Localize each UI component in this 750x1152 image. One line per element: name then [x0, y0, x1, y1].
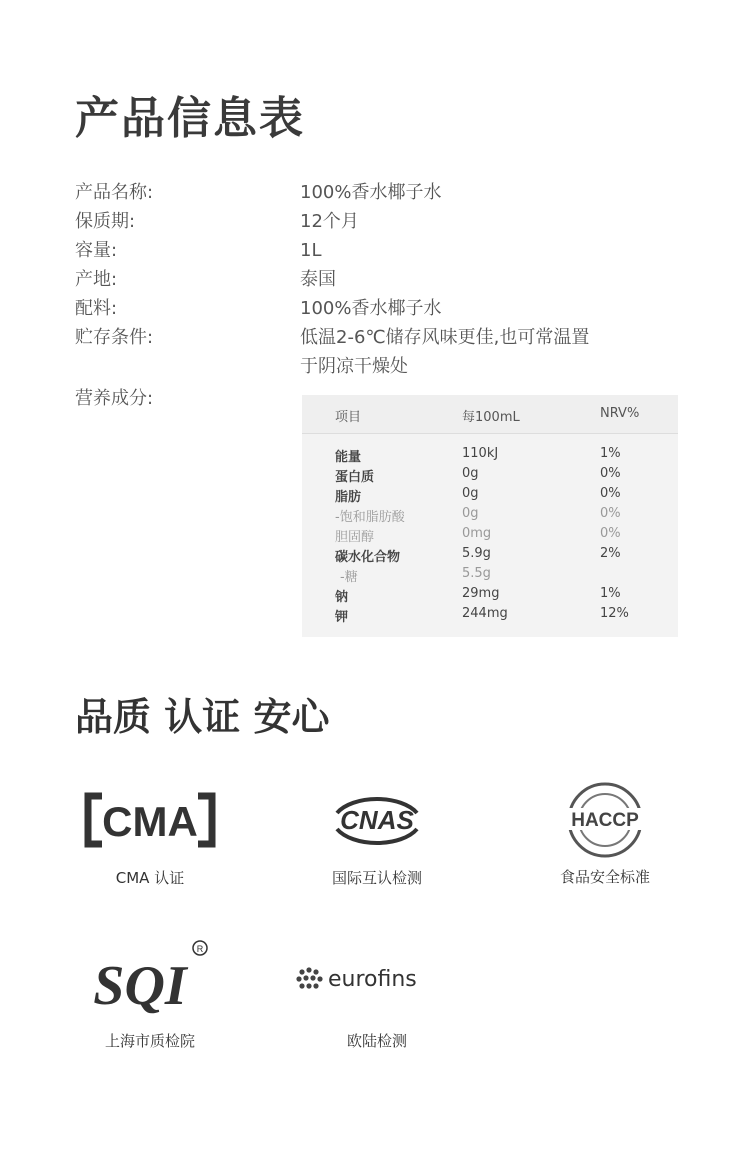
row-item: 钾: [335, 610, 349, 625]
row-nrv: 0%: [600, 466, 621, 481]
page-title: 产品信息表: [75, 93, 305, 144]
haccp-logo-text: HACCP: [571, 810, 639, 831]
info-value: 100%香水椰子水: [300, 182, 442, 203]
nutrition-table-header: [302, 395, 678, 434]
row-amount: 244mg: [462, 606, 508, 621]
table-row: [302, 606, 678, 626]
info-row-storage: [75, 323, 685, 381]
row-nrv: 1%: [600, 446, 621, 461]
row-item: 脂肪: [335, 490, 362, 505]
row-nrv: 0%: [600, 506, 621, 521]
info-row-name: [75, 178, 685, 207]
cert-cma: [50, 785, 250, 888]
row-amount: 0g: [462, 506, 479, 521]
info-label: 产地:: [75, 269, 118, 290]
table-row: [302, 506, 678, 526]
row-amount: 5.5g: [462, 566, 491, 581]
row-nrv: 0%: [600, 526, 621, 541]
row-amount: 0g: [462, 466, 479, 481]
haccp-logo-icon: [505, 780, 705, 860]
row-amount: 29mg: [462, 586, 500, 601]
cert-caption: 国际互认检测: [331, 869, 422, 887]
info-label: 保质期:: [75, 211, 136, 232]
info-row-origin: [75, 265, 685, 294]
table-row: [302, 546, 678, 566]
row-nrv: 0%: [600, 486, 621, 501]
row-nrv: 1%: [600, 586, 621, 601]
info-value-line: 低温2-6℃储存风味更佳,也可常温置: [300, 327, 590, 348]
quality-section-title: 品质 认证 安心: [75, 695, 330, 739]
info-value: 12个月: [300, 211, 359, 232]
cert-sqi: [50, 938, 250, 1051]
eurofins-logo-icon: [277, 938, 477, 1018]
info-label: 容量:: [75, 240, 118, 261]
row-item: 碳水化合物: [335, 550, 401, 565]
header-amount: 每100mL: [462, 410, 520, 425]
row-item: -饱和脂肪酸: [335, 510, 405, 525]
svg-text:R: R: [196, 944, 204, 954]
row-amount: 0mg: [462, 526, 492, 541]
cert-caption: 食品安全标准: [559, 868, 650, 886]
cert-cnas: [277, 785, 477, 888]
table-row: [302, 486, 678, 506]
row-item: 钠: [335, 590, 349, 605]
row-nrv: 2%: [600, 546, 621, 561]
row-item: 蛋白质: [335, 470, 375, 485]
cert-haccp: [505, 780, 705, 887]
eurofins-logo-text: eurofins: [328, 967, 417, 992]
table-row: [302, 446, 678, 466]
info-label: 贮存条件:: [75, 327, 154, 348]
info-value-line: 于阴凉干燥处: [300, 356, 408, 377]
cma-logo-icon: [50, 785, 250, 855]
sqi-logo-icon: [50, 938, 250, 1018]
info-value: 1L: [300, 240, 322, 261]
product-info-list: [75, 178, 685, 381]
table-row: [302, 526, 678, 546]
row-amount: 0g: [462, 486, 479, 501]
row-amount: 5.9g: [462, 546, 491, 561]
cert-caption: 欧陆检测: [346, 1032, 407, 1050]
info-value: 泰国: [300, 269, 336, 290]
info-row-shelf-life: [75, 207, 685, 236]
header-item: 项目: [335, 410, 362, 425]
cma-logo-text: CMA: [102, 798, 198, 845]
info-label: 产品名称:: [75, 182, 154, 203]
cnas-logo-icon: [277, 785, 477, 855]
table-row: [302, 586, 678, 606]
nutrition-label: 营养成分:: [75, 388, 154, 409]
header-nrv: NRV%: [600, 406, 640, 421]
row-nrv: 12%: [600, 606, 629, 621]
nutrition-table: [302, 395, 678, 637]
info-value: [300, 323, 685, 381]
cert-eurofins: [277, 938, 477, 1051]
table-row: [302, 466, 678, 486]
sqi-logo-text: SQI: [93, 955, 187, 1016]
info-row-ingredients: [75, 294, 685, 323]
row-item: 能量: [335, 450, 362, 465]
info-value: 100%香水椰子水: [300, 298, 442, 319]
cert-caption: 上海市质检院: [104, 1032, 195, 1050]
row-item: -糖: [340, 570, 358, 585]
cnas-logo-text: CNAS: [340, 805, 414, 835]
table-row: [302, 566, 678, 586]
info-row-capacity: [75, 236, 685, 265]
info-label: 配料:: [75, 298, 118, 319]
cert-caption: CMA 认证: [115, 869, 185, 887]
row-item: 胆固醇: [335, 530, 375, 545]
row-amount: 110kJ: [462, 446, 499, 461]
